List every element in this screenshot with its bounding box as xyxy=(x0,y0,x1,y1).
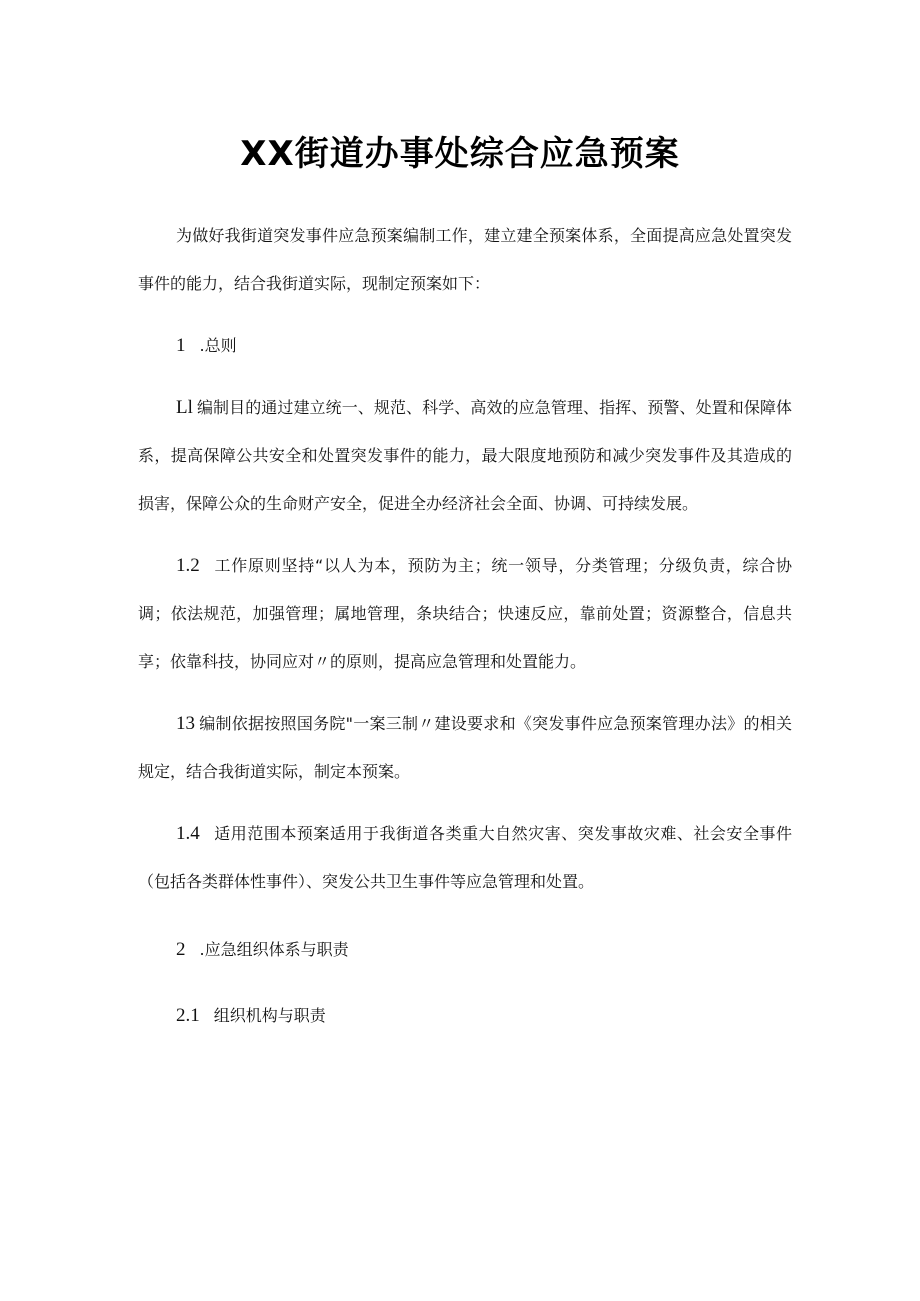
section-1-4-number: 1.4 xyxy=(176,823,200,844)
section-2-1-number: 2.1 xyxy=(176,1005,200,1026)
section-1-3-number: 13 xyxy=(176,713,195,734)
section-1-heading xyxy=(138,322,792,370)
intro-paragraph: 为做好我街道突发事件应急预案编制工作，建立建全预案体系，全面提高应急处置突发事件的能力，结合我街道实际，现制定预案如下： xyxy=(138,226,792,293)
document-title: XX街道办事处综合应急预案 xyxy=(240,134,680,174)
section-1-2-number: 1.2 xyxy=(176,555,200,576)
section-1-1-number: Ll xyxy=(176,397,193,418)
section-1-3-text: 编制依据按照国务院"一案三制〃建设要求和《突发事件应急预案管理办法》的相关规定，结合我街道实际，制定本预案。 xyxy=(138,714,792,781)
section-1-1-paragraph xyxy=(138,384,792,528)
section-2-title: .应急组织体系与职责 xyxy=(199,940,349,959)
section-2-heading xyxy=(138,926,792,974)
section-1-4-paragraph xyxy=(138,810,792,906)
section-2-1-title: 组织机构与职责 xyxy=(213,1006,326,1025)
section-1-2-paragraph xyxy=(138,542,792,686)
section-1-1-text: 编制目的通过建立统一、规范、科学、高效的应急管理、指挥、预警、处置和保障体系，提高保障公共安全和处置突发事件的能力，最大限度地预防和减少突发事件及其造成的损害，保障公众的生命财产安全，促进全办经济社会全面、协调、可持续发展。 xyxy=(138,398,792,513)
section-1-number: 1 xyxy=(176,335,186,356)
section-2-1-heading xyxy=(138,992,792,1040)
section-1-4-text: 适用范围本预案适用于我街道各类重大自然灾害、突发事故灾难、社会安全事件（包括各类群体性事件）、突发公共卫生事件等应急管理和处置。 xyxy=(138,824,792,891)
section-1-3-paragraph xyxy=(138,700,792,796)
section-1-title: .总则 xyxy=(199,336,237,355)
section-2-number: 2 xyxy=(176,939,186,960)
section-1-2-text: 工作原则坚持“以人为本，预防为主；统一领导，分类管理；分级负责，综合协调；依法规范，加强管理；属地管理，条块结合；快速反应，靠前处置；资源整合，信息共享；依靠科技，协同应对〃的原则，提高应急管理和处置能力。 xyxy=(138,556,792,671)
